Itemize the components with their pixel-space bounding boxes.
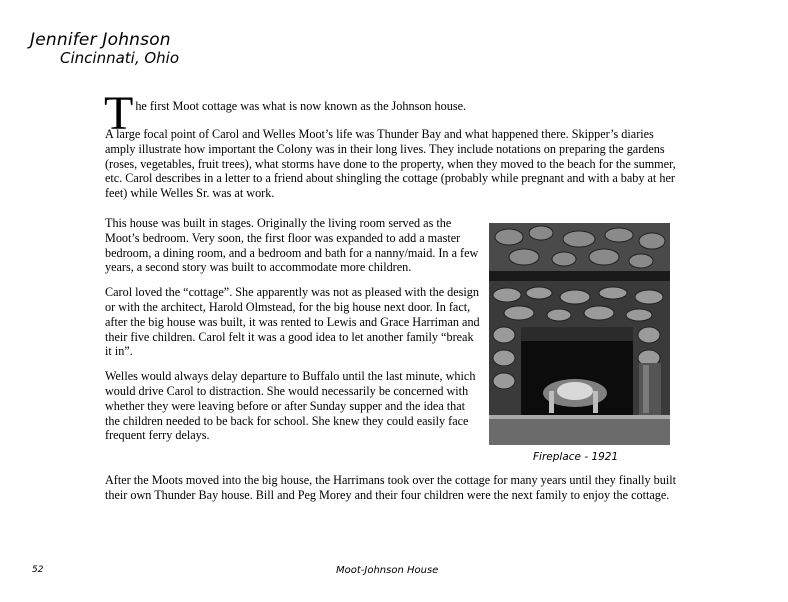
footer-title: Moot-Johnson House	[336, 565, 439, 576]
paragraph: This house was built in stages. Originally the living room served as the Moot’s bedroom. Very soon, the first floor was expanded to add a master bedroom, a dining room, and a bedroom and bath for a nanny/maid. In a few years, a second story was built to accommodate more children.	[105, 216, 479, 275]
fireplace-photo	[489, 223, 670, 445]
drop-cap: T	[104, 87, 134, 140]
paragraph: A large focal point of Carol and Welles Moot’s life was Thunder Bay and what happened there. Skipper’s diaries amply illustrate how important the Colony was in their long lives. They include notations on preparing the gardens (roses, vegetables, fruit trees), what storms have done to the property, when they moved to the beach for the summer, etc. Carol describes in a letter to a friend about shingling the cottage (probably while pregnant and with a baby at her feet) while Welles Sr. was at work.	[105, 127, 676, 201]
author-location: Cincinnati, Ohio	[60, 49, 180, 67]
article-paragraph-last	[105, 473, 685, 513]
article-column	[105, 216, 480, 453]
figure-caption: Fireplace - 1921	[533, 451, 619, 463]
paragraph: After the Moots moved into the big house, the Harrimans took over the cottage for many years until they finally built their own Thunder Bay house. Bill and Peg Morey and their four children were the next family to enjoy the cottage.	[105, 473, 676, 502]
page-number: 52	[32, 565, 44, 575]
author-name: Jennifer Johnson	[30, 30, 171, 50]
article-paragraph-wide	[105, 127, 683, 211]
fireplace-illustration	[489, 223, 670, 445]
first-line: he first Moot cottage was what is now known as the Johnson house.	[135, 99, 467, 113]
paragraph: Welles would always delay departure to Buffalo until the last minute, which would drive Carol to distraction. She would necessarily be concerned with whether they were leaving before or after Sunday supper and the idea that the children needed to be back for school. She knew they could easily face frequent ferry delays.	[105, 369, 476, 443]
paragraph: Carol loved the “cottage”. She apparently was not as pleased with the design or with the architect, Harold Olmstead, for the big house next door. In fact, after the big house was built, it was rented to Lewis and Grace Harriman and their five children. Carol felt it was a good idea to let another family “break it in”.	[105, 285, 480, 359]
